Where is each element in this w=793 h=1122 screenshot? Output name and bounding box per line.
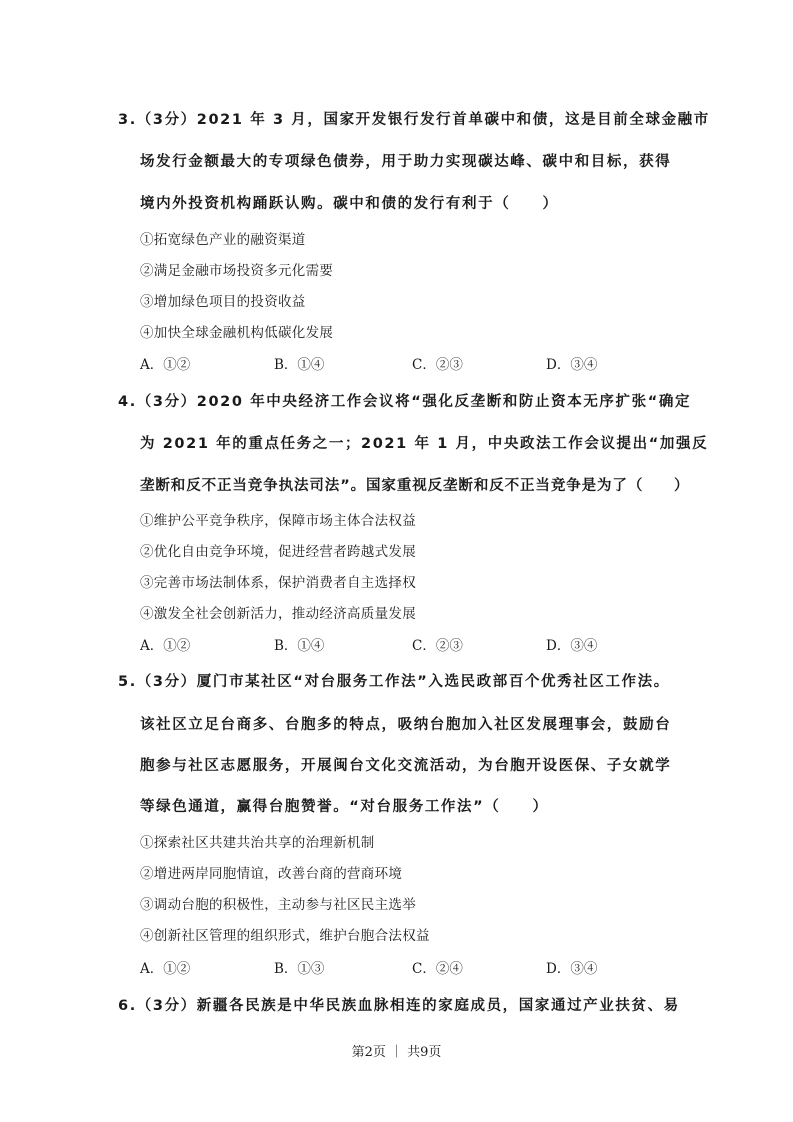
question-3-option-2: ②满足金融市场投资多元化需要	[140, 263, 334, 279]
question-4-option-4: ④激发全社会创新活力，推动经济高质量发展	[140, 606, 416, 622]
question-4-option-3: ③完善市场法制体系，保护消费者自主选择权	[140, 575, 416, 591]
question-5-option-3: ③调动台胞的积极性，主动参与社区民主选举	[140, 897, 416, 913]
question-3-line-3: 境内外投资机构踊跃认购。碳中和债的发行有利于（ ）	[140, 196, 559, 212]
page-footer: 第2页 ｜ 共9页	[351, 1045, 442, 1060]
question-4-option-2: ②优化自由竞争环境，促进经营者跨越式发展	[140, 544, 416, 560]
question-5-line-3: 胞参与社区志愿服务，开展闽台文化交流活动，为台胞开设医保、子女就学	[140, 758, 672, 774]
question-3-option-1: ①拓宽绿色产业的融资渠道	[140, 232, 306, 248]
question-3-option-4: ④加快全球金融机构低碳化发展	[140, 325, 334, 341]
question-4-choice-d: D．③④	[546, 638, 598, 654]
question-5-line-1: 5.（3分）厦门市某社区“对台服务工作法”入选民政部百个优秀社区工作法。	[118, 674, 670, 690]
question-5-option-4: ④创新社区管理的组织形式，维护台胞合法权益	[140, 928, 430, 944]
question-4-choice-c: C．②③	[412, 638, 463, 654]
question-3-choice-d: D．③④	[546, 357, 598, 373]
question-4-line-2: 为 2021 年的重点任务之一；2021 年 1 月，中央政法工作会议提出“加强反	[140, 436, 709, 452]
question-4-choice-b: B．①④	[274, 638, 325, 654]
question-3-line-2: 场发行金额最大的专项绿色债券，用于助力实现碳达峰、碳中和目标，获得	[140, 154, 672, 170]
question-5-choice-d: D．③④	[546, 961, 598, 977]
question-3-line-1: 3.（3分）2021 年 3 月，国家开发银行发行首单碳中和债，这是目前全球金融市	[118, 112, 710, 128]
question-4-choice-a: A．①②	[140, 638, 191, 654]
question-5-choice-c: C．②④	[412, 961, 463, 977]
question-6-line-1: 6.（3分）新疆各民族是中华民族血脉相连的家庭成员，国家通过产业扶贫、易	[118, 998, 680, 1014]
question-5-choice-a: A．①②	[140, 961, 191, 977]
question-5-line-4: 等绿色通道，赢得台胞赞誉。“对台服务工作法”（ ）	[140, 799, 549, 815]
question-3-option-3: ③增加绿色项目的投资收益	[140, 294, 306, 310]
question-4-line-3: 垄断和反不正当竞争执法司法”。国家重视反垄断和反不正当竞争是为了（ ）	[140, 478, 690, 494]
question-5-choice-b: B．①③	[274, 961, 325, 977]
question-4-option-1: ①维护公平竞争秩序，保障市场主体合法权益	[140, 513, 416, 529]
question-4-line-1: 4.（3分）2020 年中央经济工作会议将“强化反垄断和防止资本无序扩张“确定	[118, 394, 692, 410]
question-3-choice-a: A．①②	[140, 357, 191, 373]
question-3-choice-c: C．②③	[412, 357, 463, 373]
question-5-option-2: ②增进两岸同胞情谊，改善台商的营商环境	[140, 866, 403, 882]
question-5-line-2: 该社区立足台商多、台胞多的特点，吸纳台胞加入社区发展理事会，鼓励台	[140, 717, 672, 733]
question-3-choice-b: B．①④	[274, 357, 325, 373]
question-5-option-1: ①探索社区共建共治共享的治理新机制	[140, 835, 375, 851]
